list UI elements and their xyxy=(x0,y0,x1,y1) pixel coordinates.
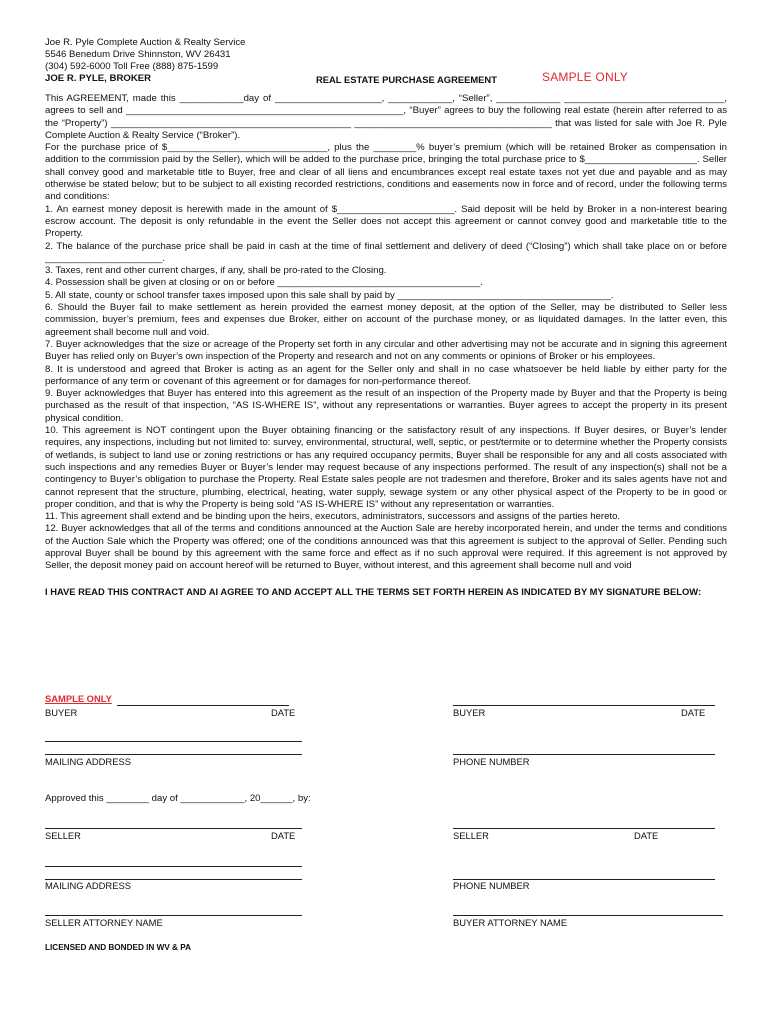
agreement-body xyxy=(45,93,727,573)
term-4: 4. Possession shall be given at closing or on or before ______________________________________. xyxy=(45,277,483,289)
term-10: 10. This agreement is NOT contingent upon the Buyer obtaining financing or the satisfactory result of any inspections. If Buyer desires, or Buyer’s lender requires, any inspections, including but not limited to: survey, environmental, structural, well, septic, or pest/termite or to determine whether the Property consists of wetlands, is subject to land use or zoning restrictions or has any required occupancy permits, Buyer shall be responsible for any and all costs associated with such inspections and any remedies Buyer or Buyer’s lender may request because of any inspections performed. The result of any inspection(s) shall not be a contingency to Buyer’s obligation to purchase the Property. Real Estate sales people are not tradesmen and therefore, Broker and its sales agents have not and cannot represent that the structure, plumbing, electrical, heating, water supply, sewage system or any other physical aspect of the Property to be in good or proper condition, and that is why the Property is being sold “AS IS-WHERE IS” without any representation or warranties. xyxy=(45,425,727,510)
company-name: Joe R. Pyle Complete Auction & Realty Service xyxy=(45,37,246,48)
buyer-label: BUYER xyxy=(45,707,78,718)
term-1: 1. An earnest money deposit is herewith made in the amount of $______________________. Said deposit will be held by Broker in a non-interest bearing escrow account. The deposit is only refundable in the event the Seller does not accept this agreement or cannot convey good and marketable title to the Property. xyxy=(45,203,727,240)
broker-name: JOE R. PYLE, BROKER xyxy=(45,73,152,84)
term-7: 7. Buyer acknowledges that the size or acreage of the Property set forth in any circular and other advertising may not be accurate and in signing this agreement Buyer has relied only on Buyer’s own inspection of the Property and research and not on any comments or opinions of Broker or his employees. xyxy=(45,338,727,363)
mailing-address-line-2[interactable] xyxy=(45,754,302,755)
buyer2-label: BUYER xyxy=(453,707,486,718)
term-11: 11. This agreement shall extend and be binding upon the heirs, executors, administrators, successors and assigns of the parties hereto. xyxy=(45,511,621,523)
license-footer: LICENSED AND BONDED IN WV & PA xyxy=(45,943,192,952)
price-paragraph: For the purchase price of $______________________________, plus the ________% buyer’s premium (which will be retained Broker as compensation in addition to the commission paid by the Seller), which will be added to the purchase price, bringing the total purchase price to $_____________________. Seller shall convey good and marketable title to Buyer, free and clear of all liens and encumbrances except real estate taxes not yet due and payable and as may otherwise be stated below; but to be subject to all existing recorded restrictions, conditions and easements now in force and of record, under the following terms and conditions: xyxy=(45,142,727,203)
term-12: 12. Buyer acknowledges that all of the terms and conditions announced at the Auction Sale are hereby incorporated herein, and under the terms and conditions of the Auction Sale which the Property was offered; one of the conditions announced was that this agreement is subject to the approval of Seller. Pending such approval Buyer shall be bound by this agreement with the same force and effect as if no such approval were required. If this agreement is not approved by Seller, the deposit money paid on account hereof will be returned to Buyer, without interest, and this agreement shall become null and void xyxy=(45,523,727,572)
acknowledgement: I HAVE READ THIS CONTRACT AND AI AGREE TO AND ACCEPT ALL THE TERMS SET FORTH HEREIN AS INDICATED BY MY SIGNATURE BELOW: xyxy=(45,585,702,597)
seller2-label: SELLER xyxy=(453,830,489,841)
buyer-attorney-label: BUYER ATTORNEY NAME xyxy=(453,917,568,928)
term-9: 9. Buyer acknowledges that Buyer has entered into this agreement as the result of an inspection of the Property made by Buyer and that the Property is being purchased as the result of that inspection, “AS IS-WHERE IS”, without any representations or warranties. Buyer agrees to accept the property in its present physical condition. xyxy=(45,388,727,424)
buyer-date-label: DATE xyxy=(271,707,296,718)
seller-phone-label: PHONE NUMBER xyxy=(453,880,530,891)
mailing-address-label: MAILING ADDRESS xyxy=(45,756,131,767)
buyer2-signature-line[interactable] xyxy=(453,705,715,706)
letterhead xyxy=(45,37,727,87)
intro-paragraph: This AGREEMENT, made this ____________day of ____________________, ____________, “Seller”, ____________ ______________________________, agrees to sell and ____________________________________________________, “Buyer” agrees to buy the following real estate (herein after referred to as the “Property”) _____________________________________________ _____________________________________ that was listed for sale with Joe R. Pyle Complete Auction & Realty Service (“Broker”). xyxy=(45,93,727,141)
term-6: 6. Should the Buyer fail to make settlement as herein provided the earnest money deposit, at the option of the Seller, may be distributed to Seller less commission, buyer’s premium, fees and expenses due Broker, either on account of the purchase money, or as liquidated damages. In the latter even, this agreement shall become null and void. xyxy=(45,302,727,338)
phone-number-label: PHONE NUMBER xyxy=(453,756,530,767)
company-address: 5546 Benedum Drive Shinnston, WV 26431 xyxy=(45,49,231,60)
seller-date-label: DATE xyxy=(271,830,296,841)
company-phone: (304) 592-6000 Toll Free (888) 875-1599 xyxy=(45,61,219,72)
seller-signature-line[interactable] xyxy=(45,828,302,829)
seller-attorney-label: SELLER ATTORNEY NAME xyxy=(45,917,163,928)
sample-signature: SAMPLE ONLY xyxy=(45,693,112,704)
term-5: 5. All state, county or school transfer taxes imposed upon this sale shall by paid by ________________________________________. xyxy=(45,289,614,301)
document-page xyxy=(45,37,727,598)
buyer-attorney-line[interactable] xyxy=(453,915,723,916)
mailing-address-line-1[interactable] xyxy=(45,741,302,742)
seller2-date-label: DATE xyxy=(634,830,659,841)
phone-number-line[interactable] xyxy=(453,754,715,755)
buyer-signature-line[interactable] xyxy=(117,705,289,706)
document-title: REAL ESTATE PURCHASE AGREEMENT xyxy=(316,74,497,85)
seller-mailing-label: MAILING ADDRESS xyxy=(45,880,131,891)
approved-line: Approved this ________ day of ____________, 20______, by: xyxy=(45,793,311,804)
term-3: 3. Taxes, rent and other current charges, if any, shall be pro-rated to the Closing. xyxy=(45,265,387,277)
seller-mailing-line-1[interactable] xyxy=(45,866,302,867)
buyer2-date-label: DATE xyxy=(681,707,706,718)
seller2-signature-line[interactable] xyxy=(453,828,715,829)
sample-watermark: SAMPLE ONLY xyxy=(542,70,629,84)
seller-label: SELLER xyxy=(45,830,81,841)
seller-attorney-line[interactable] xyxy=(45,915,302,916)
term-8: 8. It is understood and agreed that Broker is acting as an agent for the Seller only and shall in no case whatsoever be held liable by either party for the performance of any term or covenant of this agreement or for damages for non-performance thereof. xyxy=(45,363,727,387)
term-2: 2. The balance of the purchase price shall be paid in cash at the time of final settlement and delivery of deed (“Closing”) which shall take place on or before ______________________. xyxy=(45,240,727,264)
